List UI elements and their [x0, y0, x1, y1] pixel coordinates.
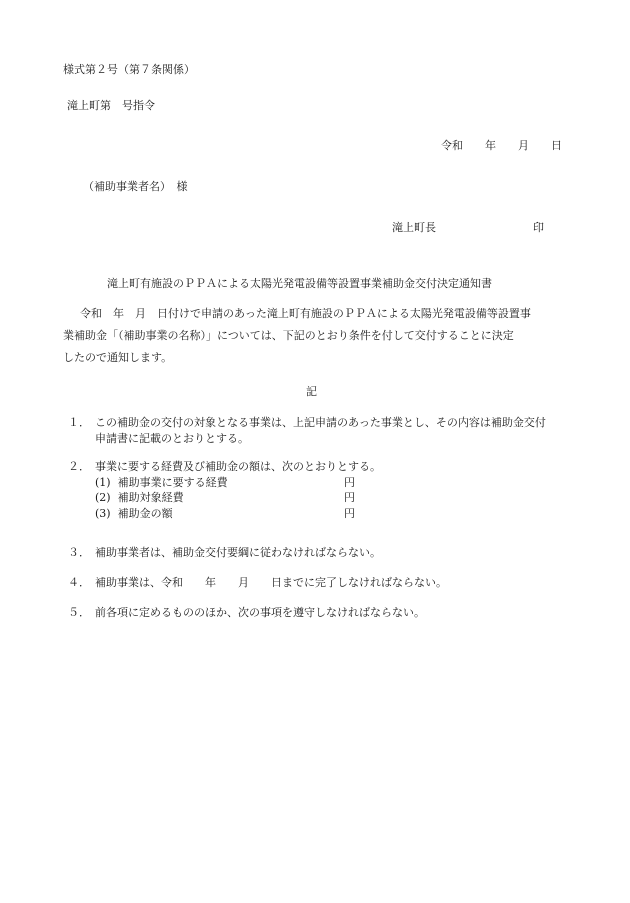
date-line: 令和 年 月 日	[441, 139, 562, 152]
recipient-name: （補助事業者名） 様	[83, 180, 188, 193]
item-2-sub-2-unit: 円	[344, 491, 355, 504]
seal-mark: 印	[533, 221, 544, 234]
item-2-sub-3-label: (3) 補助金の額	[95, 507, 173, 520]
body-line-2: 業補助金「（補助事業の名称）」については、下記のとおり条件を付して交付することに決定	[63, 329, 514, 342]
item-2-sub-3-unit: 円	[344, 507, 355, 520]
item-1-text-line-1: この補助金の交付の対象となる事業は、上記申請のあった事業とし、その内容は補助金交付	[95, 416, 546, 429]
item-2-sub-1-unit: 円	[344, 476, 355, 489]
item-4-text-line-1: 補助事業は、令和 年 月 日までに完了しなければならない。	[95, 576, 447, 589]
item-2-sub-2-label: (2) 補助対象経費	[95, 491, 184, 504]
order-number: 滝上町第 号指令	[67, 99, 155, 112]
item-4-number: ４．	[68, 576, 90, 589]
body-line-1: 令和 年 月 日付けで申請のあった滝上町有施設のＰＰＡによる太陽光発電設備等設置事	[80, 307, 531, 320]
item-1-text-line-2: 申請書に記載のとおりとする。	[95, 432, 249, 445]
document-title: 滝上町有施設のＰＰＡによる太陽光発電設備等設置事業補助金交付決定通知書	[107, 277, 492, 290]
body-line-3: したので通知します。	[63, 351, 173, 364]
issuer-name: 滝上町長	[392, 221, 436, 234]
item-1-number: １．	[68, 416, 90, 429]
ki-heading: 記	[306, 385, 317, 398]
item-5-number: ５．	[68, 606, 90, 619]
item-5-text-line-1: 前各項に定めるもののほか、次の事項を遵守しなければならない。	[95, 606, 425, 619]
form-label: 様式第２号（第７条関係）	[63, 63, 195, 76]
item-3-number: ３．	[68, 546, 90, 559]
item-2-number: ２．	[68, 460, 90, 473]
item-2-sub-1-label: (1) 補助事業に要する経費	[95, 476, 228, 489]
item-2-text-line-1: 事業に要する経費及び補助金の額は、次のとおりとする。	[95, 460, 381, 473]
item-3-text-line-1: 補助事業者は、補助金交付要綱に従わなければならない。	[95, 546, 381, 559]
